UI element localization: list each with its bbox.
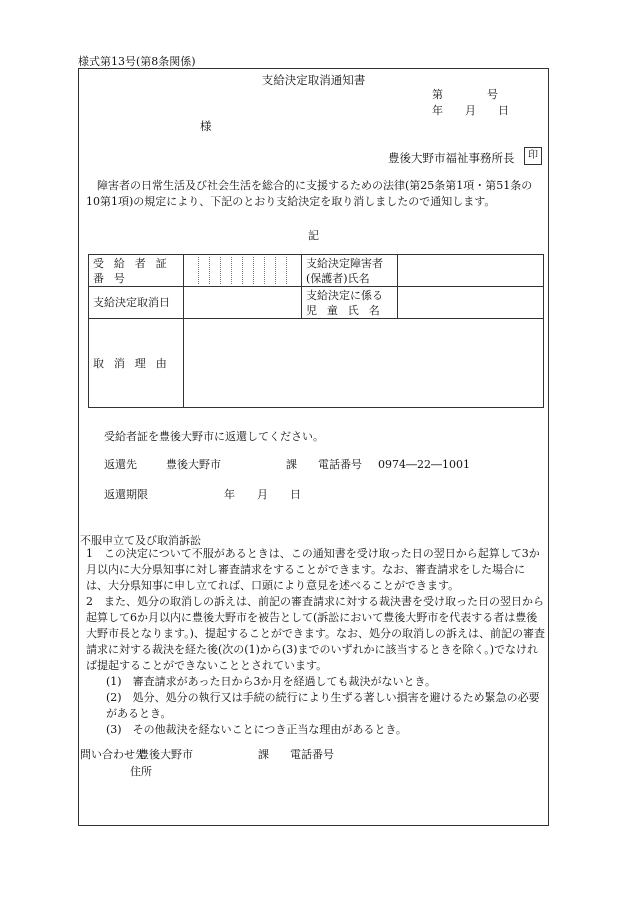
- objection-paragraph-2: 2 また、処分の取消しの訴えは、前記の審査請求に対する裁決書を受け取った日の翌日から起算して6か月以内に豊後大野市を被告として(訴訟において豊後大野市を代表する者は豊後大野市長となります。)、提起することができます。なお、処分の取消しの訴えは、前記の審査請求に対する裁決を経た後(次の(1)から(3)までのいずれかに該当するときを除く。)でなければ提起することができないこととされています。: [86, 595, 546, 672]
- document-title: 支給決定取消通知書: [261, 73, 366, 87]
- table-row: [89, 319, 544, 408]
- recipient-name-cell: [398, 255, 544, 287]
- reason-label: 取消理由: [89, 319, 184, 408]
- objection-paragraph-1: 1 この決定について不服があるときは、この通知書を受け取った日の翌日から起算して3か月以内に大分県知事に対し審査請求をすることができます。なお、審査請求をした場合には、大分県知事に申し立てれば、口頭により意見を述べることができます。: [86, 547, 540, 592]
- document-date: 年 月 日: [432, 104, 509, 117]
- objection-heading: 不服申立て及び取消訴訟: [80, 534, 201, 547]
- recipient-cert-number-cell: [184, 255, 302, 287]
- cancel-date-cell: [184, 287, 302, 319]
- details-table: [88, 254, 544, 408]
- document-number: 第 号: [432, 88, 498, 101]
- seal-box: 印: [524, 147, 542, 165]
- digit-boxes: [188, 257, 297, 284]
- addressee-honorific: 様: [200, 119, 212, 133]
- reason-cell: [184, 319, 544, 408]
- table-row: [89, 287, 544, 319]
- objection-sub-3: (3) その他裁決を経ないことにつき正当な理由があるとき。: [106, 723, 407, 736]
- return-deadline: 返還期限 年 月 日: [104, 488, 301, 501]
- contact-line: 問い合わせ先豊後大野市 課 電話番号: [80, 748, 334, 761]
- contact-address: 住所: [130, 765, 152, 778]
- recipient-name-label: 支給決定障害者 (保護者)氏名: [302, 255, 398, 287]
- notice-body-text: 障害者の日常生活及び社会生活を総合的に支援するための法律(第25条第1項・第51条の10第1項)の規定により、下記のとおり支給決定を取り消しましたので通知します。: [86, 179, 533, 208]
- form-number-label: 様式第13号(第8条関係): [78, 55, 196, 68]
- ki-heading: 記: [308, 229, 319, 242]
- child-name-cell: [398, 287, 544, 319]
- return-notice: 受給者証を豊後大野市に返還してください。: [104, 430, 324, 443]
- child-name-label: 支給決定に係る 児童氏名: [302, 287, 398, 319]
- return-destination: 返還先 豊後大野市 課 電話番号 0974―22―1001: [104, 458, 470, 471]
- objection-sub-2: (2) 処分、処分の執行又は手続の続行により生ずる著しい損害を避けるため緊急の必要があるとき。: [106, 691, 540, 720]
- issuer-name: 豊後大野市福祉事務所長: [388, 151, 515, 165]
- table-row: [89, 255, 544, 287]
- recipient-cert-label: 受給者証 番号: [89, 255, 184, 287]
- cancel-date-label: 支給決定取消日: [89, 287, 184, 319]
- objection-sub-1: (1) 審査請求があった日から3か月を経過しても裁決がないとき。: [106, 675, 437, 688]
